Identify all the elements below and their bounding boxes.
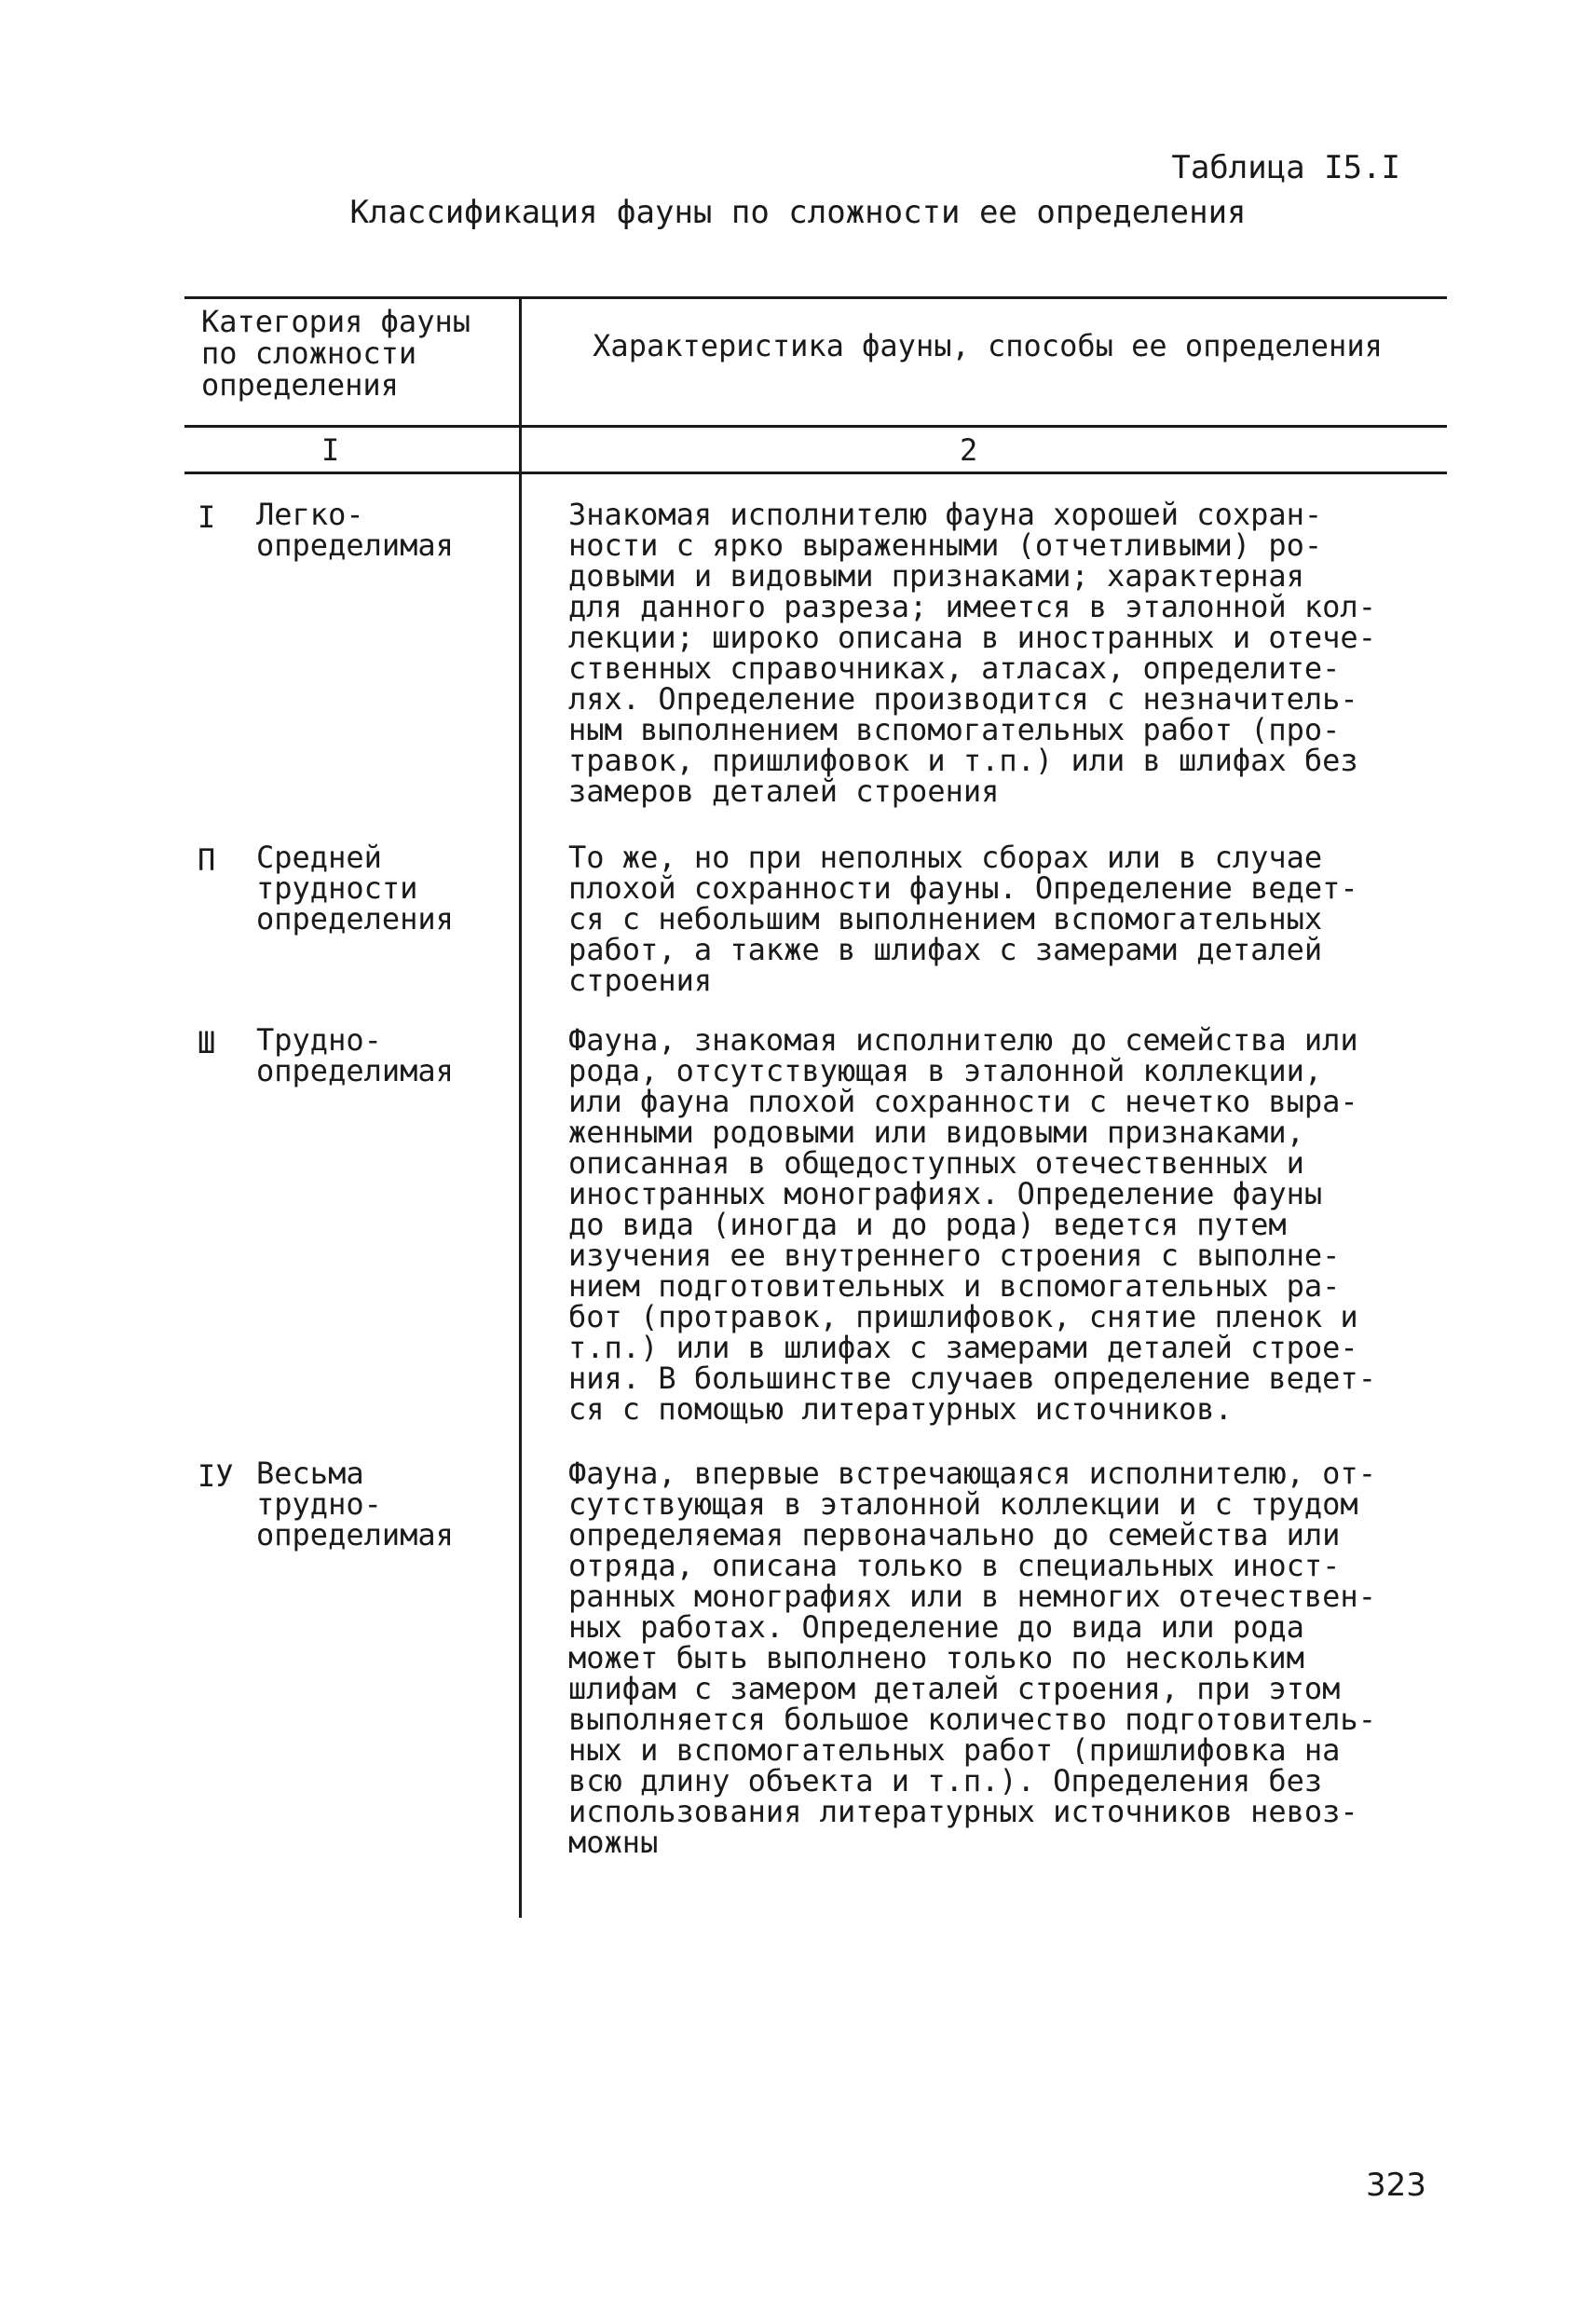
row-number-1: I [198,499,216,535]
row-number-2: П [198,842,216,878]
header-category: Категория фауны по сложности определения [201,304,471,403]
header-characteristic: Характеристика фауны, способы ее определения [593,328,1383,363]
table-colnum-rule [184,472,1447,474]
row-number-4: IУ [198,1458,234,1494]
table-header-rule [184,425,1447,428]
row-category-1: Легко- определимая [256,497,454,563]
page-number: 323 [1366,2167,1426,2204]
row-category-2: Средней трудности определения [256,840,454,937]
row-number-3: Ш [198,1025,216,1060]
row-description-4: Фауна, впервые встречающаяся исполнителю, от- сутствующая в эталонной коллекции и с трудом определяемая первоначально до семейства или отряда, описана только в специальных иност- ранных монографиях или в немногих отечествен- ных работах. Определение до вида или рода может быть выполнено только по нескольким шлифам с замером деталей строения, при этом выполняется большое количество подготовитель- ных и вспомогательных работ (пришлифовка на всю длину объекта и т.п.). Определения без использования литературных источников невоз- можны [568,1456,1376,1860]
table-title: Классификация фауны по сложности ее определения [349,194,1247,231]
row-description-1: Знакомая исполнителю фауна хорошей сохран- ности с ярко выраженными (отчетливыми) ро- довыми и видовыми признаками; характерная для данного разреза; имеется в эталонной кол- лекции; широко описана в иностранных и отече- ственных справочниках, атласах, определите- лях. Определение производится с незначитель- ным выполнением вспомогательных работ (про- травок, пришлифовок и т.п.) или в шлифах без замеров деталей строения [568,497,1376,809]
row-description-3: Фауна, знакомая исполнителю до семейства или рода, отсутствующая в эталонной коллекции, или фауна плохой сохранности с нечетко выра- женными родовыми или видовыми признаками, описанная в общедоступных отечественных и иностранных монографиях. Определение фауны до вида (иногда и до рода) ведется путем изучения ее внутреннего строения с выполне- нием подготовительных и вспомогательных ра- бот (протравок, пришлифовок, снятие пленок и т.п.) или в шлифах с замерами деталей строе- ния. В большинстве случаев определение ведет- ся с помощью литературных источников. [568,1022,1376,1427]
table-column-divider [519,296,522,1918]
row-category-3: Трудно- определимая [256,1022,454,1088]
row-category-4: Весьма трудно- определимая [256,1456,454,1552]
column-number-1: I [321,432,340,468]
column-number-2: 2 [960,432,978,468]
row-description-2: То же, но при неполных сборах или в случае плохой сохранности фауны. Определение ведет- ся с небольшим выполнением вспомогательных работ, а также в шлифах с замерами деталей строения [568,840,1358,998]
table-top-rule [184,296,1447,299]
table-label: Таблица I5.I [1171,149,1400,186]
